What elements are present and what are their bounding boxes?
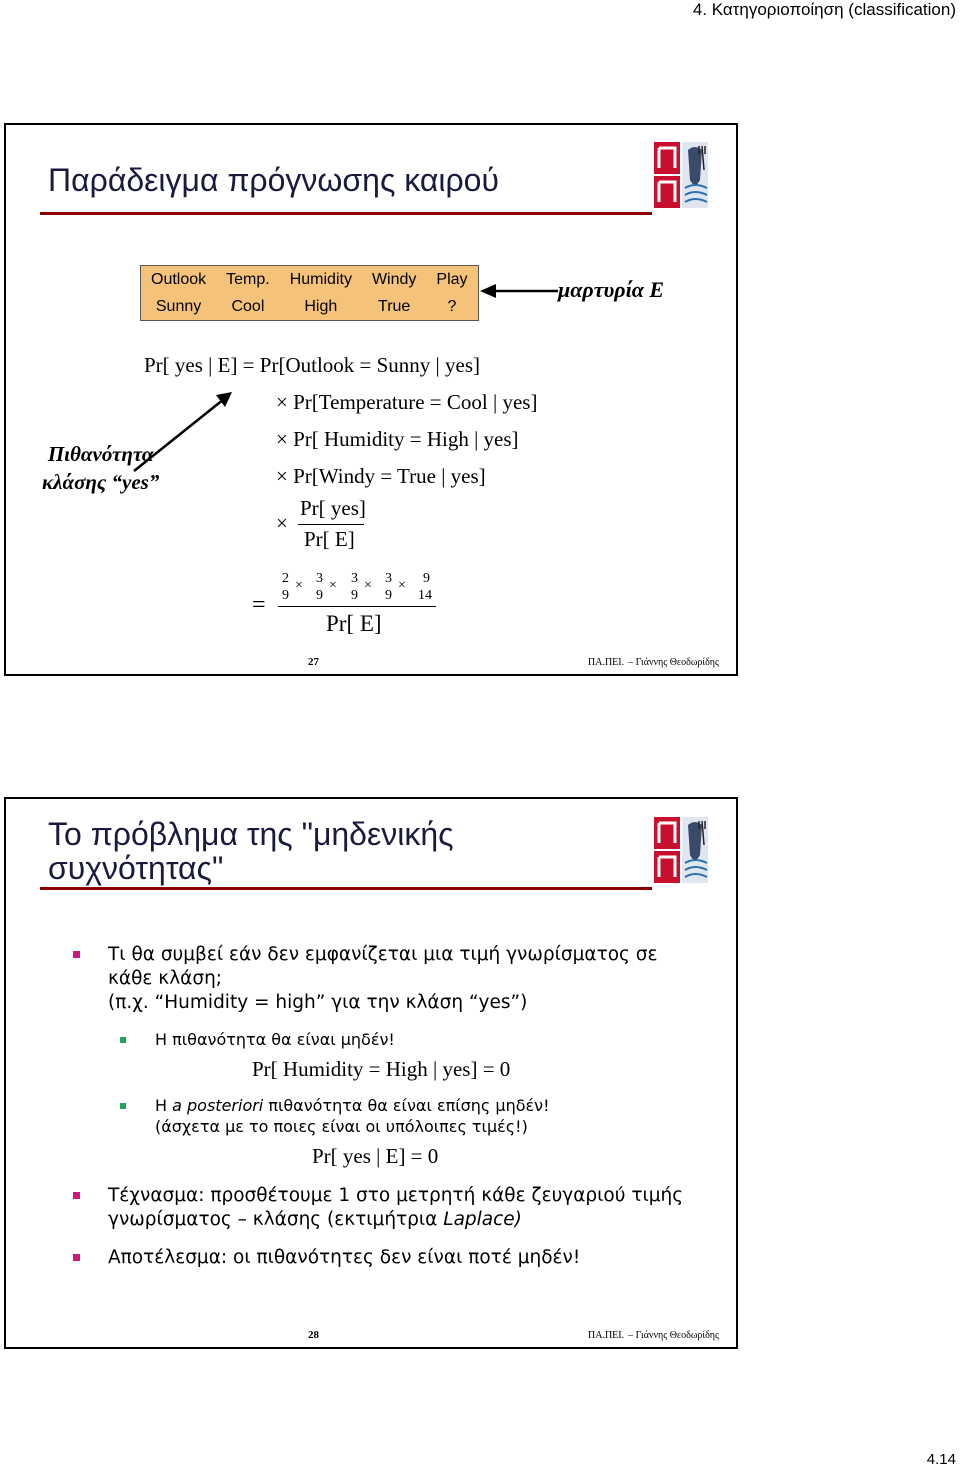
sub-bullet-icon — [120, 1103, 126, 1109]
prior-denominator: Pr[ E] — [304, 527, 355, 551]
fraction-bar — [278, 606, 436, 607]
header-cell: Humidity — [289, 270, 352, 288]
cell: True — [378, 297, 411, 315]
header-cell: Outlook — [151, 270, 207, 288]
sub-bullet-posterior-zero — [155, 1095, 550, 1137]
text-span: γνωρίσματος – κλάσης (εκτιμήτρια — [108, 1209, 444, 1230]
bullet-icon — [73, 1254, 80, 1261]
denominator-5: 14 — [418, 588, 432, 603]
bullet-line: κάθε κλάση; — [108, 968, 223, 989]
text-span-italic: a posteriori — [172, 1096, 264, 1115]
footer-author: – Γιάννης Θεοδωρίδης — [628, 1330, 719, 1341]
numerator-4: 3 — [385, 571, 392, 586]
numerator-1: 2 — [282, 571, 289, 586]
bullet-zero-frequency-question — [108, 943, 658, 1015]
footer-author: – Γιάννης Θεοδωρίδης — [628, 657, 719, 668]
bullet-result: Αποτέλεσμα: οι πιθανότητες δεν είναι ποτέ μηδέν! — [108, 1247, 581, 1268]
university-logo-icon — [652, 140, 710, 210]
arrow-left-icon — [480, 283, 560, 299]
slide-title-line2: συχνότητας" — [48, 850, 224, 886]
bullet-laplace-trick — [108, 1184, 683, 1232]
class-label-line2: κλάσης “yes” — [42, 470, 160, 494]
bullet-line — [155, 1095, 550, 1116]
formula-term-temperature — [276, 390, 537, 415]
slide-number: 27 — [308, 656, 319, 668]
sub-bullet-zero-probability: Η πιθανότητα θα είναι μηδέν! — [155, 1030, 395, 1049]
numerator-2: 3 — [316, 571, 323, 586]
page-header-chapter: 4. Κατηγοριοποίηση (classification) — [692, 0, 956, 19]
evidence-label: μαρτυρία E — [558, 277, 665, 302]
bullet-icon — [73, 1192, 80, 1199]
times-symbol: × — [276, 511, 288, 535]
title-rule — [40, 887, 652, 890]
times-symbol: × — [276, 427, 288, 451]
table-row — [141, 293, 479, 321]
bullet-icon — [73, 951, 80, 958]
class-label-line1: Πιθανότητα — [47, 442, 154, 466]
bullet-line: Τι θα συμβεί εάν δεν εμφανίζεται μια τιμή γνωρίσματος σε — [108, 944, 658, 965]
table-header-row — [141, 266, 479, 294]
numerator-5: 9 — [423, 571, 430, 586]
title-rule — [40, 212, 652, 215]
equals-symbol: = — [252, 592, 266, 618]
term-temperature: Pr[Temperature = Cool | yes] — [293, 390, 538, 414]
header-cell: Play — [436, 270, 468, 288]
cell: High — [304, 297, 338, 315]
slide-27 — [4, 123, 738, 676]
cell: Sunny — [155, 297, 202, 315]
term-humidity: Pr[ Humidity = High | yes] — [293, 427, 519, 451]
header-cell: Windy — [371, 270, 417, 288]
bullet-line: (άσχετα με το ποιες είναι οι υπόλοιπες τιμές!) — [155, 1117, 528, 1136]
formula-term-windy — [276, 464, 486, 489]
university-logo-icon — [652, 815, 710, 885]
slide-number: 28 — [308, 1329, 319, 1341]
cell: ? — [447, 297, 457, 315]
text-span: πιθανότητα θα είναι επίσης μηδέν! — [263, 1096, 550, 1115]
denominator-1: 9 — [282, 588, 289, 603]
slide-footer — [588, 657, 719, 668]
denominator-3: 9 — [351, 588, 358, 603]
likelihood-product — [278, 571, 438, 607]
numerator-3: 3 — [351, 571, 358, 586]
prior-numerator: Pr[ yes] — [300, 496, 366, 520]
sub-bullet-icon — [120, 1037, 126, 1043]
footer-org: ΠΑ.ΠΕΙ. — [588, 657, 625, 668]
slide-footer — [588, 1330, 719, 1341]
denominator-2: 9 — [316, 588, 323, 603]
times-symbol: × — [329, 578, 337, 593]
pointer-arrow-icon — [128, 387, 238, 477]
bullet-line: Τέχνασμα: προσθέτουμε 1 στο μετρητή κάθε ζευγαριού τιμής — [108, 1185, 684, 1206]
slide-title: Παράδειγμα πρόγνωσης καιρού — [48, 162, 499, 198]
denominator-4: 9 — [385, 588, 392, 603]
slide-title-line1: Το πρόβλημα της "μηδενικής — [48, 816, 454, 852]
formula-humidity-zero: Pr[ Humidity = High | yes] = 0 — [252, 1057, 511, 1081]
text-span: Η — [155, 1096, 173, 1115]
bullet-line — [108, 1208, 683, 1232]
page-number: 4.14 — [926, 1451, 956, 1468]
times-symbol: × — [364, 578, 372, 593]
bullet-line: (π.χ. “Humidity = high” για την κλάση “yes”) — [108, 992, 528, 1013]
times-symbol: × — [295, 578, 303, 593]
weather-instance-table — [140, 265, 479, 321]
result-denominator: Pr[ E] — [326, 611, 382, 636]
footer-org: ΠΑ.ΠΕΙ. — [588, 1330, 625, 1341]
cell: Cool — [231, 297, 265, 315]
formula-lhs: Pr[ yes | E] = Pr[Outlook = Sunny | yes] — [144, 353, 480, 377]
term-windy: Pr[Windy = True | yes] — [293, 464, 486, 488]
times-symbol: × — [276, 390, 288, 414]
text-span-italic: Laplace) — [443, 1209, 522, 1230]
header-cell: Temp. — [226, 270, 270, 288]
formula-posterior-zero: Pr[ yes | E] = 0 — [312, 1144, 439, 1168]
times-symbol: × — [276, 464, 288, 488]
times-symbol: × — [398, 578, 406, 593]
fraction-bar — [298, 524, 364, 525]
formula-term-humidity — [276, 427, 519, 452]
slide-title — [48, 817, 454, 885]
slide-28 — [4, 797, 738, 1349]
